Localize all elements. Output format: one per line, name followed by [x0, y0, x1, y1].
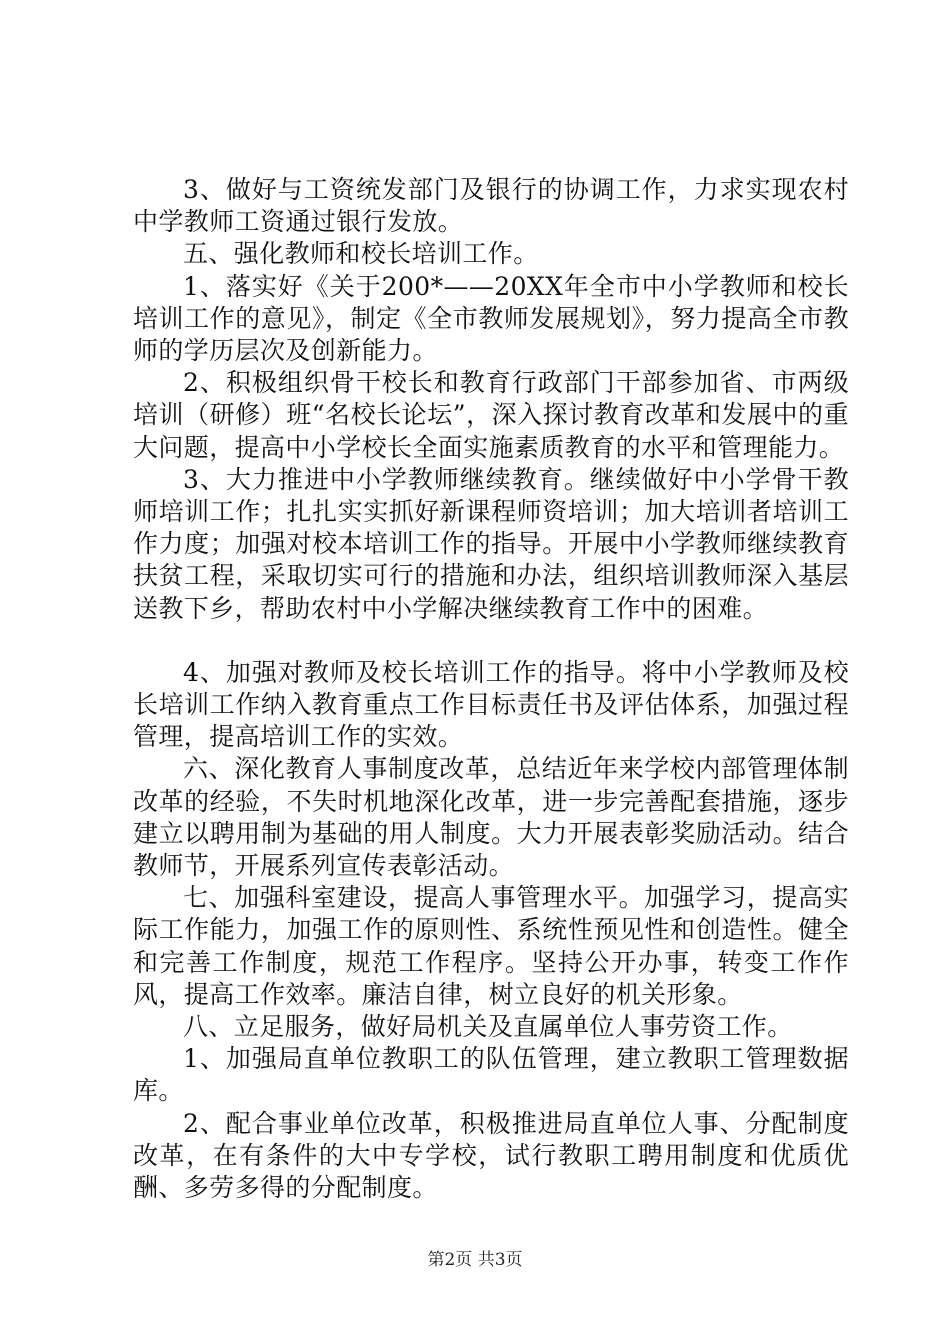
paragraph-principal-training: 2、积极组织骨干校长和教育行政部门干部参加省、市两级培训（研修）班“名校长论坛”，深入探讨教育改革和发展中的重大问题，提高中小学校长全面实施素质教育的水平和管理能力。	[133, 368, 849, 462]
paragraph-implement-training-opinion: 1、落实好《关于200*——20XX年全市中小学教师和校长培训工作的意见》，制定《全市教师发展规划》，努力提高全市教师的学历层次及创新能力。	[133, 271, 849, 366]
section-office-building: 七、加强科室建设，提高人事管理水平。加强学习，提高实际工作能力，加强工作的原则性、系统性预见性和创造性。健全和完善工作制度，规范工作程序。坚持公开办事，转变工作作风，提高工作效率。廉洁自律，树立良好的机关形象。	[133, 883, 849, 1009]
paragraph-training-guidance: 4、加强对教师及校长培训工作的指导。将中小学教师及校长培训工作纳入教育重点工作目标责任书及评估体系，加强过程管理，提高培训工作的实效。	[133, 657, 849, 752]
paragraph-continuing-education: 3、大力推进中小学教师继续教育。继续做好中小学骨干教师培训工作；扎扎实实抓好新课程师资培训；加大培训者培训工作力度；加强对校本培训工作的指导。开展中小学教师继续教育扶贫工程，采取切实可行的措施和办法，组织培训教师深入基层送教下乡，帮助农村中小学解决继续教育工作中的困难。	[133, 464, 849, 623]
paragraph-wage-bank-coordination: 3、做好与工资统发部门及银行的协调工作，力求实现农村中学教师工资通过银行发放。	[133, 175, 849, 237]
section-heading-service: 八、立足服务，做好局机关及直属单位人事劳资工作。	[183, 1012, 793, 1042]
page-number-footer: 第2页 共3页	[427, 1250, 523, 1270]
paragraph-institution-reform: 2、配合事业单位改革，积极推进局直单位人事、分配制度改革，在有条件的大中专学校，试行教职工聘用制度和优质优酬、多劳多得的分配制度。	[133, 1108, 849, 1203]
section-personnel-reform: 六、深化教育人事制度改革，总结近年来学校内部管理体制改革的经验，不失时机地深化改革，进一步完善配套措施，逐步建立以聘用制为基础的用人制度。大力开展表彰奖励活动。结合教师节，开展系列宣传表彰活动。	[133, 754, 849, 881]
document-body	[133, 174, 849, 1204]
paragraph-staff-database: 1、加强局直单位教职工的队伍管理，建立教职工管理数据库。	[133, 1044, 849, 1106]
section-heading-training: 五、强化教师和校长培训工作。	[183, 239, 539, 269]
